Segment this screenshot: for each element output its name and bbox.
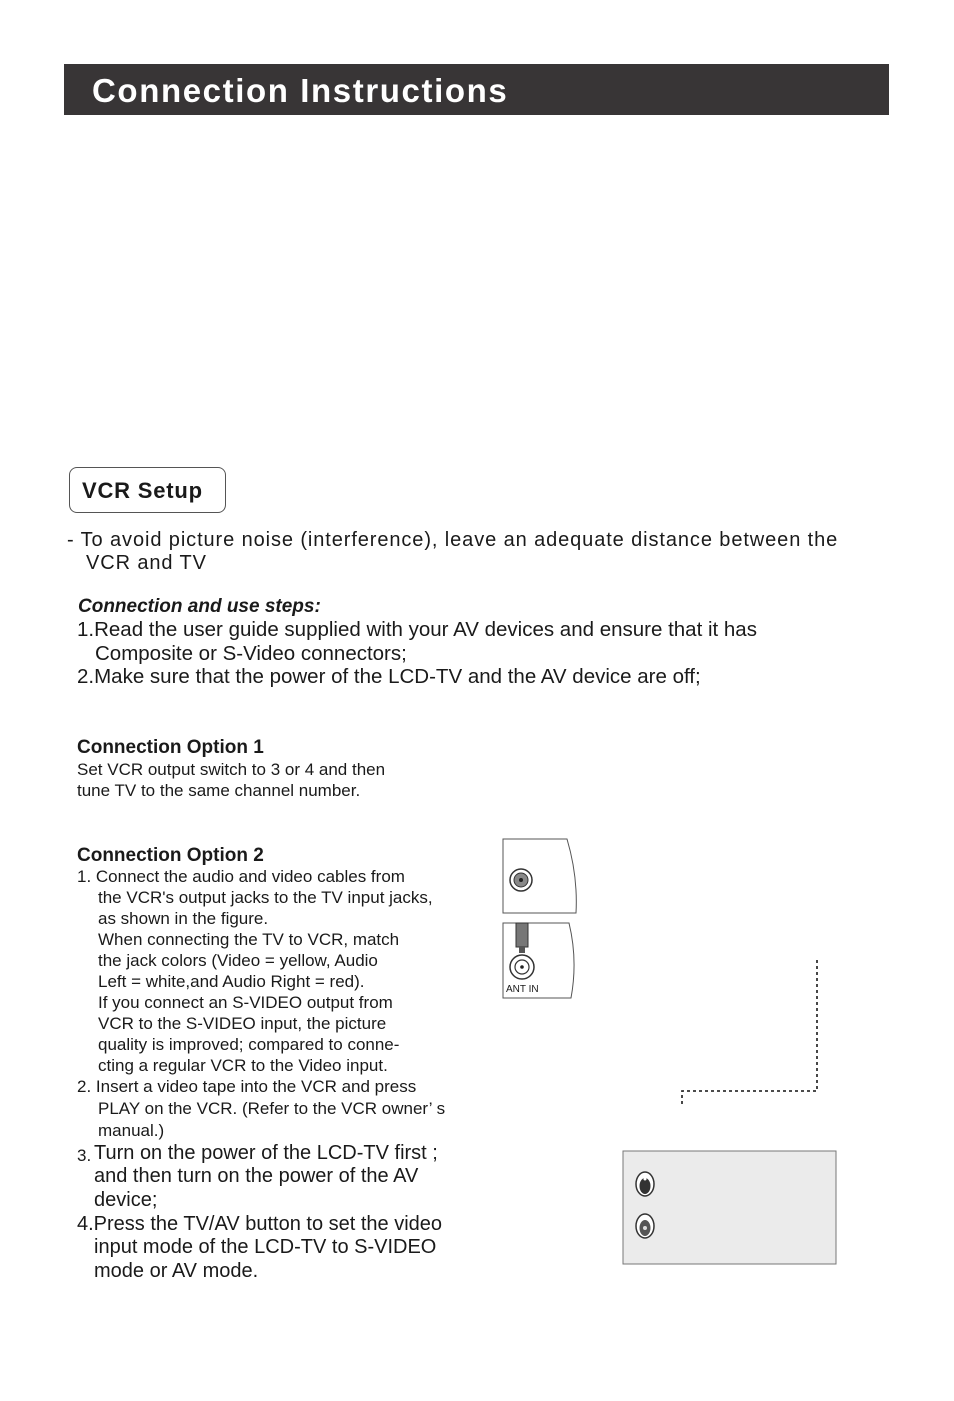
- option2-line: PLAY on the VCR. (Refer to the VCR owner’ s: [98, 1099, 446, 1118]
- option2-line: When connecting the TV to VCR, match: [98, 930, 400, 949]
- ant-in-jack-icon: [510, 955, 534, 979]
- note-line-1: - To avoid picture noise (interference), leave an adequate distance between the: [67, 529, 839, 551]
- steps-line-1: 1.Read the user guide supplied with your AV devices and ensure that it has: [77, 618, 757, 641]
- rca-jack-icon: [636, 1214, 654, 1238]
- option2-line: VCR to the S-VIDEO input, the picture: [98, 1014, 387, 1033]
- option2-line: as shown in the figure.: [98, 909, 269, 928]
- steps-heading: Connection and use steps:: [78, 596, 321, 617]
- option1-line-1: Set VCR output switch to 3 or 4 and then: [77, 760, 386, 779]
- steps-line-3: 2.Make sure that the power of the LCD-TV and the AV device are off;: [77, 665, 701, 688]
- option2-line: 1. Connect the audio and video cables from: [77, 867, 405, 886]
- step3-line: Turn on the power of the LCD-TV first ;: [94, 1142, 438, 1164]
- rca-jack-icon: [636, 1172, 654, 1196]
- coaxial-jack-icon: [510, 869, 532, 891]
- option2-line: quality is improved; compared to conne-: [98, 1035, 400, 1054]
- option2-line: 2. Insert a video tape into the VCR and press: [77, 1077, 417, 1096]
- option2-title: Connection Option 2: [77, 845, 264, 866]
- step4-line: mode or AV mode.: [94, 1260, 259, 1282]
- option2-line: If you connect an S-VIDEO output from: [98, 993, 393, 1012]
- step3-number: 3.: [77, 1146, 92, 1165]
- section-label: VCR Setup: [82, 478, 203, 503]
- av-input-panel: [623, 1151, 836, 1264]
- antenna-plug-icon: [516, 923, 528, 953]
- cable-route: [682, 960, 817, 1106]
- note-line-2: VCR and TV: [86, 552, 207, 574]
- option1-title: Connection Option 1: [77, 737, 264, 758]
- steps-line-2: Composite or S-Video connectors;: [95, 642, 407, 665]
- option2-line: manual.): [98, 1121, 165, 1140]
- page-title: Connection Instructions: [92, 72, 509, 109]
- option1-line-2: tune TV to the same channel number.: [77, 781, 361, 800]
- step4-line: input mode of the LCD-TV to S-VIDEO: [94, 1236, 437, 1258]
- option2-line: Left = white,and Audio Right = red).: [98, 972, 365, 991]
- step3-line: and then turn on the power of the AV: [94, 1165, 419, 1187]
- option2-line: cting a regular VCR to the Video input.: [98, 1056, 388, 1075]
- ant-in-label: ANT IN: [506, 984, 539, 995]
- option2-line: the jack colors (Video = yellow, Audio: [98, 951, 378, 970]
- step3-line: device;: [94, 1189, 158, 1211]
- step4-line: 4.Press the TV/AV button to set the video: [77, 1213, 443, 1235]
- option2-line: the VCR's output jacks to the TV input jacks,: [98, 888, 433, 907]
